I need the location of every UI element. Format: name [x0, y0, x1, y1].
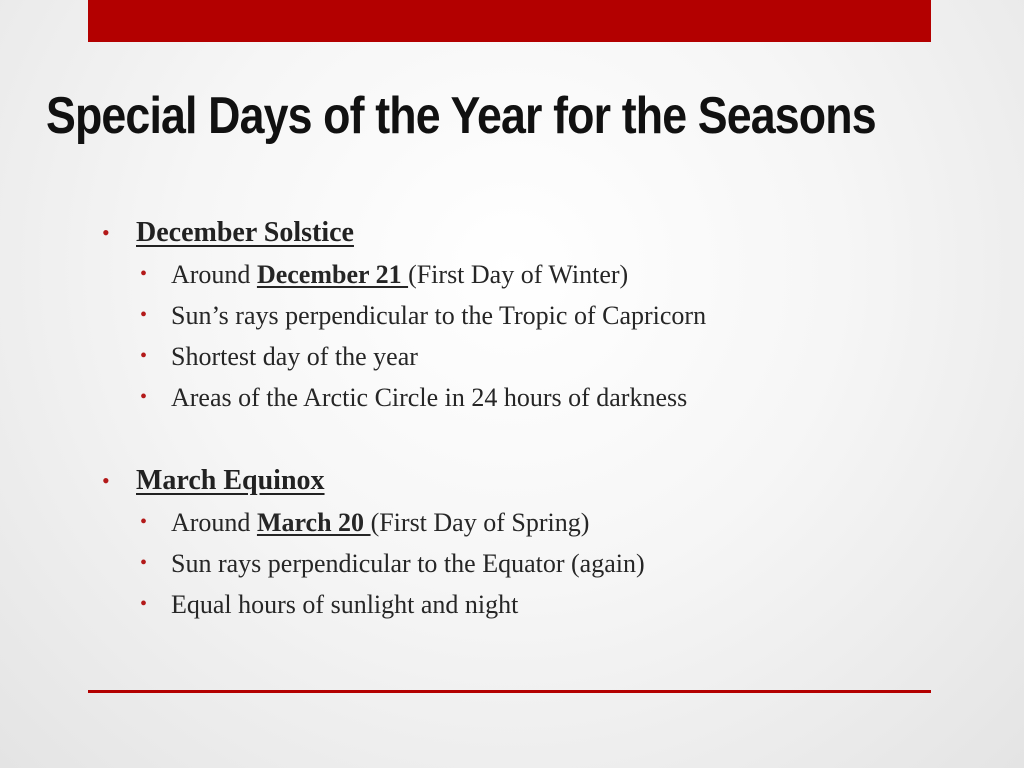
list-item	[102, 377, 942, 418]
item-text: Sun’s rays perpendicular to the Tropic of Capricorn	[171, 301, 707, 330]
bullet-icon: •	[140, 511, 148, 533]
item-date: March 20	[256, 508, 371, 537]
item-suffix: (First Day of Spring)	[370, 508, 590, 537]
bullet-icon: •	[140, 345, 148, 367]
bullet-icon: •	[140, 263, 148, 285]
item-date: December 21	[256, 260, 409, 289]
item-prefix: Around	[171, 508, 257, 537]
list-item	[102, 336, 942, 377]
item-text: Areas of the Arctic Circle in 24 hours of darkness	[171, 383, 688, 412]
section-december-solstice	[102, 212, 942, 418]
section-heading: March Equinox	[136, 465, 325, 496]
section-march-equinox	[102, 460, 942, 625]
bullet-icon: •	[140, 593, 148, 615]
list-item	[102, 584, 942, 625]
bullet-icon: •	[102, 468, 110, 493]
item-suffix: (First Day of Winter)	[408, 260, 629, 289]
item-prefix: Around	[171, 260, 257, 289]
bullet-list	[102, 254, 942, 418]
bullet-icon: •	[140, 304, 148, 326]
list-item	[102, 543, 942, 584]
item-text: Shortest day of the year	[171, 342, 418, 371]
item-text: Equal hours of sunlight and night	[171, 590, 519, 619]
bullet-list	[102, 502, 942, 625]
list-item	[102, 254, 942, 295]
section-heading: December Solstice	[136, 217, 354, 248]
item-text: Sun rays perpendicular to the Equator (again)	[171, 549, 645, 578]
slide-title: Special Days of the Year for the Seasons	[46, 87, 876, 145]
top-accent-bar	[88, 0, 931, 42]
list-item	[102, 295, 942, 336]
bottom-divider	[88, 690, 931, 693]
bullet-icon: •	[140, 552, 148, 574]
bullet-icon: •	[102, 220, 110, 245]
bullet-icon: •	[140, 386, 148, 408]
list-item	[102, 502, 942, 543]
section-heading-row	[102, 460, 942, 502]
slide-content	[102, 212, 942, 625]
section-heading-row	[102, 212, 942, 254]
